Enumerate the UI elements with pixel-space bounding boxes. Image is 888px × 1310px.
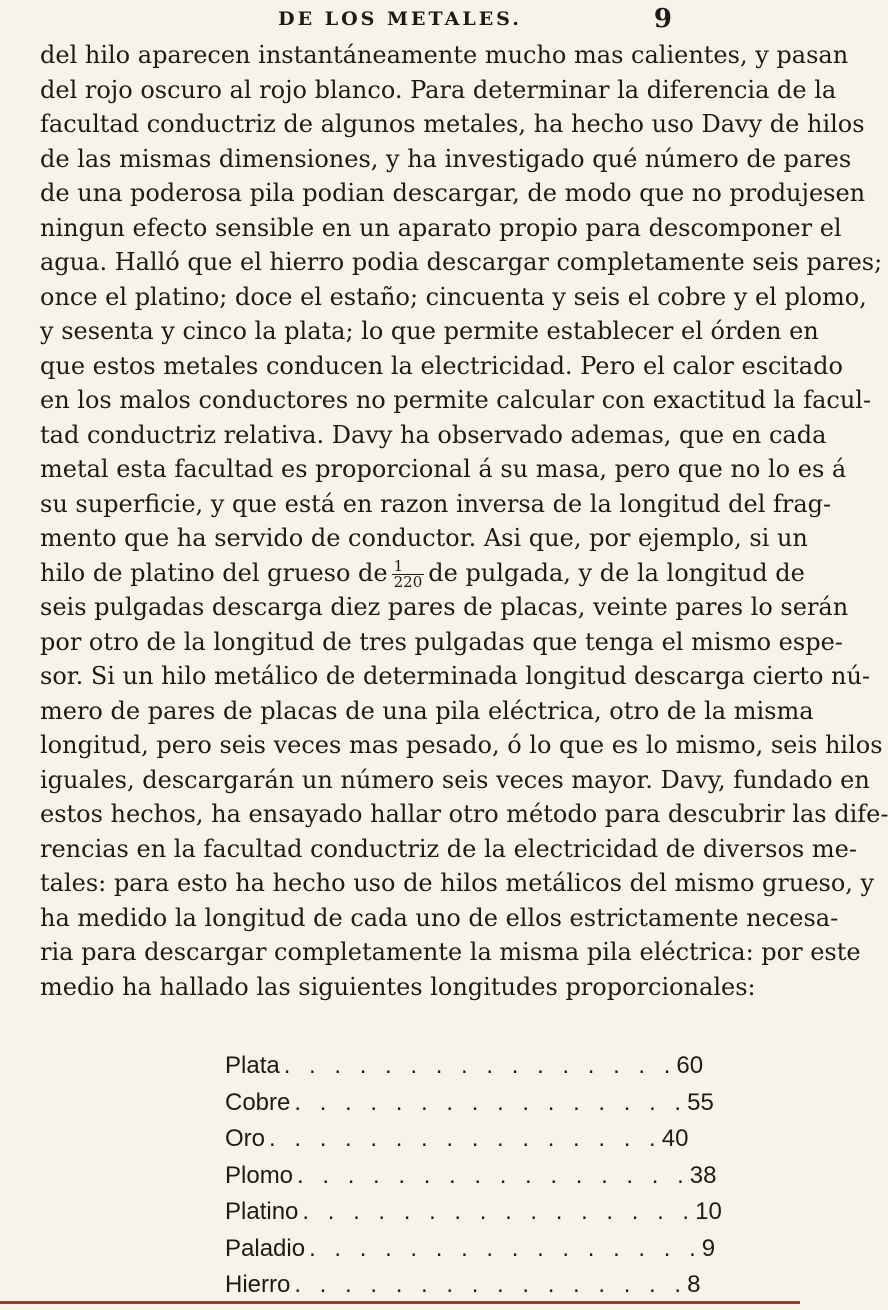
dot-leader: . . . . . . . . . . . . . . . .	[283, 1052, 677, 1079]
metal-value: 38	[689, 1161, 717, 1189]
text-line: ningun efecto sensible en un aparato propio para descomponer el	[40, 213, 842, 242]
text-line: mento que ha servido de conductor. Asi que, por ejemplo, si un	[40, 524, 808, 552]
metal-value: 9	[701, 1234, 716, 1262]
text-line: tad conductriz relativa. Davy ha observado ademas, que en cada	[40, 420, 827, 449]
dot-leader: . . . . . . . . . . . . . . . .	[302, 1198, 696, 1225]
dot-leader: . . . . . . . . . . . . . . . .	[297, 1161, 690, 1189]
page-header	[0, 4, 800, 34]
metal-name: Cobre	[225, 1088, 291, 1116]
text-line: medio ha hallado las siguientes longitudes proporcionales:	[40, 972, 756, 1001]
metal-value: 40	[661, 1125, 689, 1152]
text-line: de las mismas dimensiones, y ha investigado qué número de pares	[40, 144, 852, 173]
running-title: DE LOS METALES.	[278, 8, 522, 30]
metal-name: Platino	[225, 1198, 299, 1225]
text-line: ha medido la longitud de cada uno de ellos estrictamente necesa-	[40, 903, 839, 932]
text-line: ria para descargar completamente la misma pila eléctrica: por este	[40, 938, 861, 966]
page-number: 9	[653, 4, 672, 34]
dot-leader: . . . . . . . . . . . . . . . .	[269, 1125, 662, 1152]
table-row	[225, 1121, 689, 1158]
table-row	[225, 1194, 722, 1231]
text-line	[40, 556, 805, 591]
text-segment: hilo de platino del grueso de	[40, 558, 388, 587]
text-line: metal esta facultad es proporcional á su masa, pero que no lo es á	[40, 455, 847, 483]
metal-name: Paladio	[225, 1234, 306, 1262]
text-line: por otro de la longitud de tres pulgadas que tenga el mismo espe-	[40, 627, 843, 656]
table-row	[225, 1048, 704, 1085]
metal-name: Hierro	[225, 1271, 291, 1298]
metal-value: 8	[687, 1271, 701, 1298]
text-line: iguales, descargarán un número seis veces mayor. Davy, fundado en	[40, 765, 870, 794]
text-line: de una poderosa pila podian descargar, de modo que no produjesen	[40, 179, 866, 207]
text-line: del hilo aparecen instantáneamente mucho mas calientes, y pasan	[40, 41, 849, 69]
text-line: rencias en la facultad conductriz de la electricidad de diversos me-	[40, 834, 857, 863]
fraction-denominator: 220	[393, 572, 423, 591]
metal-name: Oro	[225, 1125, 266, 1152]
metal-value: 60	[676, 1052, 704, 1079]
text-line: seis pulgadas descarga diez pares de placas, veinte pares lo serán	[40, 593, 849, 621]
text-line: agua. Halló que el hierro podia descargar completamente seis pares;	[40, 248, 883, 276]
table-row	[225, 1231, 716, 1268]
text-line: del rojo oscuro al rojo blanco. Para determinar la diferencia de la	[40, 75, 837, 104]
text-line: once el platino; doce el estaño; cincuenta y seis el cobre y el plomo,	[40, 282, 867, 311]
table-row	[225, 1085, 714, 1122]
text-line: facultad conductriz de algunos metales, ha hecho uso Davy de hilos	[40, 110, 865, 138]
metal-name: Plomo	[225, 1161, 294, 1189]
table-row	[225, 1267, 701, 1304]
text-line: sor. Si un hilo metálico de determinada longitud descarga cierto nú-	[40, 662, 871, 690]
text-line: mero de pares de placas de una pila eléctrica, otro de la misma	[40, 696, 814, 725]
dot-leader: . . . . . . . . . . . . . . . .	[294, 1088, 688, 1116]
dot-leader: . . . . . . . . . . . . . . . .	[294, 1271, 688, 1298]
conductivity-table	[225, 1048, 722, 1304]
metal-name: Plata	[225, 1052, 280, 1079]
text-line: que estos metales conducen la electricidad. Pero el calor escitado	[40, 351, 843, 380]
fraction	[392, 556, 425, 591]
fraction-numerator: 1	[392, 559, 425, 575]
text-line: y sesenta y cinco la plata; lo que permite establecer el órden en	[40, 317, 819, 345]
text-line: tales: para esto ha hecho uso de hilos metálicos del mismo grueso, y	[40, 869, 875, 897]
text-line: en los malos conductores no permite calcular con exactitud la facul-	[40, 386, 872, 414]
text-line: longitud, pero seis veces mas pesado, ó lo que es lo mismo, seis hilos	[40, 731, 883, 759]
page-edge-line	[0, 1301, 800, 1304]
table-row	[225, 1158, 717, 1195]
text-segment: de pulgada, y de la longitud de	[428, 558, 805, 587]
body-text	[40, 38, 888, 1004]
dot-leader: . . . . . . . . . . . . . . . .	[309, 1234, 702, 1262]
text-line: su superficie, y que está en razon inversa de la longitud del frag-	[40, 489, 832, 518]
metal-value: 10	[695, 1198, 722, 1225]
text-line: estos hechos, ha ensayado hallar otro método para descubrir las dife-	[40, 800, 888, 828]
metal-value: 55	[687, 1088, 714, 1116]
